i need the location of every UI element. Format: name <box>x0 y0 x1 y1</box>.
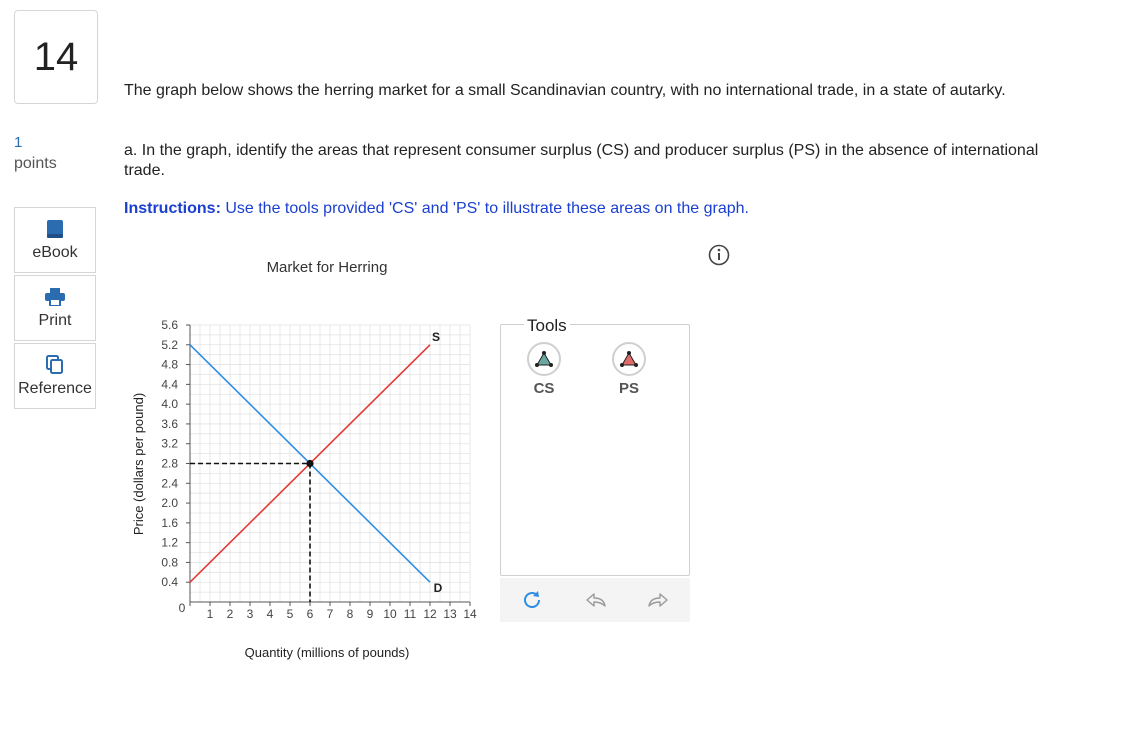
ebook-button[interactable] <box>14 207 96 273</box>
y-tick-label: 0.8 <box>161 555 178 570</box>
info-icon[interactable] <box>708 244 730 271</box>
x-tick-label: 3 <box>246 607 254 621</box>
x-tick-label: 9 <box>366 607 374 621</box>
x-tick-label: 7 <box>326 607 334 621</box>
undo-icon[interactable] <box>584 588 608 612</box>
copy-icon <box>46 354 64 376</box>
y-tick-label: 4.8 <box>161 357 178 372</box>
y-tick-label: 0.4 <box>161 575 178 590</box>
x-axis-label: Quantity (millions of pounds) <box>244 645 410 660</box>
action-bar <box>500 578 690 622</box>
instructions-label: Instructions: <box>124 200 221 217</box>
question-number: 14 <box>14 10 98 104</box>
x-tick-label: 2 <box>226 607 234 621</box>
ps-tool-icon <box>612 342 646 376</box>
x-tick-label: 14 <box>463 607 477 621</box>
ps-tool-label: PS <box>618 380 639 397</box>
instructions-text: Use the tools provided 'CS' and 'PS' to illustrate these areas on the graph. <box>220 200 749 217</box>
y-tick-label: 2.4 <box>161 476 178 491</box>
y-tick-label: 3.6 <box>161 416 178 431</box>
y-tick-label: 2.8 <box>161 456 178 471</box>
x-tick-label: 0 <box>178 601 186 615</box>
reset-icon[interactable] <box>520 588 544 612</box>
part-a-text: a. In the graph, identify the areas that represent consumer surplus (CS) and producer surplus (PS) in the absence of international trade. <box>124 142 1039 179</box>
y-tick-label: 1.2 <box>161 535 178 550</box>
printer-icon <box>45 286 65 308</box>
ebook-label: eBook <box>32 244 78 261</box>
cs-tool[interactable] <box>524 342 564 397</box>
points-label: points <box>14 155 57 172</box>
x-tick-label: 13 <box>443 607 457 621</box>
redo-icon[interactable] <box>646 588 670 612</box>
x-tick-label: 8 <box>346 607 354 621</box>
reference-label: Reference <box>18 380 92 397</box>
x-tick-label: 5 <box>286 607 294 621</box>
points-value: 1 <box>14 134 23 151</box>
y-axis-label: Price (dollars per pound) <box>131 392 146 536</box>
instructions <box>124 200 749 218</box>
cs-tool-label: CS <box>533 380 555 397</box>
x-tick-label: 6 <box>306 607 314 621</box>
y-tick-label: 1.6 <box>161 515 178 530</box>
x-tick-label: 12 <box>423 607 437 621</box>
book-icon <box>46 218 64 240</box>
y-tick-label: 4.4 <box>161 377 178 392</box>
intro-text: The graph below shows the herring market for a small Scandinavian country, with no international trade, in a state of autarky. <box>124 82 1006 99</box>
cs-tool-icon <box>527 342 561 376</box>
x-tick-label: 11 <box>403 607 417 621</box>
x-tick-label: 10 <box>383 607 397 621</box>
equilibrium-point <box>306 460 313 467</box>
y-tick-label: 5.2 <box>161 337 178 352</box>
print-label: Print <box>38 312 72 329</box>
y-tick-label: 4.0 <box>161 397 178 412</box>
y-tick-label: 5.6 <box>161 318 178 332</box>
supply-label: S <box>431 329 441 344</box>
x-tick-label: 1 <box>206 607 214 621</box>
demand-label: D <box>433 581 443 596</box>
chart-title: Market for Herring <box>266 259 388 276</box>
reference-button[interactable] <box>14 343 96 409</box>
y-tick-label: 2.0 <box>161 496 178 511</box>
x-tick-label: 4 <box>266 607 274 621</box>
y-tick-label: 3.2 <box>161 436 178 451</box>
tools-title: Tools <box>524 316 570 336</box>
ps-tool[interactable] <box>609 342 649 397</box>
print-button[interactable] <box>14 275 96 341</box>
